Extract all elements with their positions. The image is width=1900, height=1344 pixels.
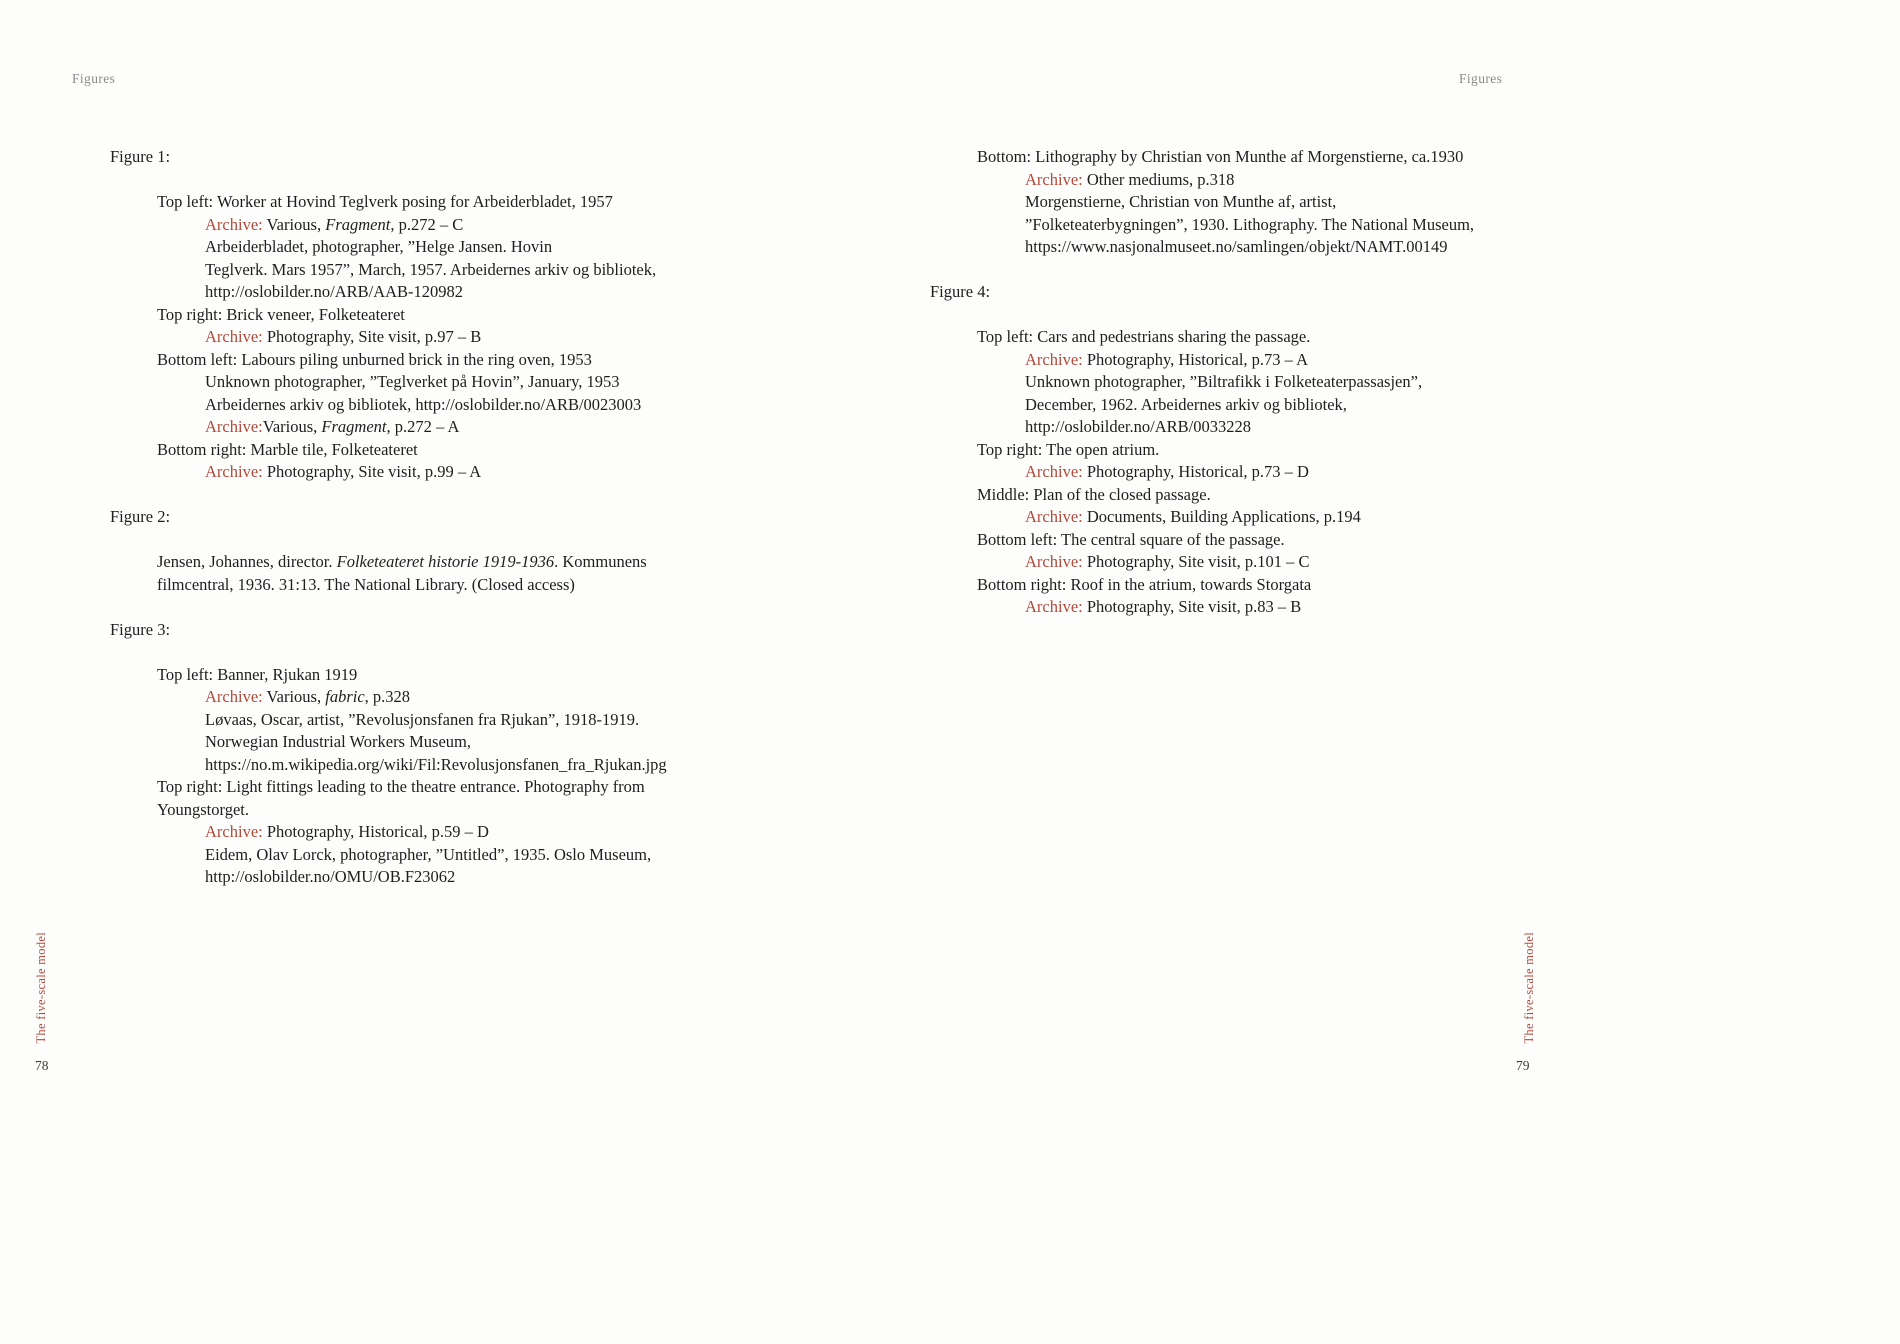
- caption-line: [110, 259, 750, 282]
- text-segment: Top left: Worker at Hovind Teglverk posing for Arbeiderbladet, 1957: [157, 192, 613, 211]
- text-segment: Figure 4:: [930, 282, 991, 301]
- caption-line: [110, 371, 750, 394]
- text-segment: , p.272 – C: [390, 214, 464, 234]
- figure-block: [110, 551, 750, 596]
- left-page-content: [110, 146, 750, 889]
- text-segment: https://www.nasjonalmuseet.no/samlingen/objekt/NAMT.00149: [1025, 237, 1448, 256]
- caption-line: [110, 304, 750, 327]
- text-segment: Photography, Site visit, p.97 – B: [262, 327, 482, 346]
- caption-line: [930, 596, 1570, 619]
- text-segment: Various,: [262, 687, 326, 706]
- caption-line: [930, 484, 1570, 507]
- caption-line: [110, 236, 750, 259]
- archive-label: Archive:: [1025, 349, 1083, 369]
- text-segment: Løvaas, Oscar, artist, ”Revolusjonsfanen fra Rjukan”, 1918-1919.: [205, 709, 640, 729]
- text-segment: Bottom right: Marble tile, Folketeateret: [157, 439, 418, 459]
- archive-label: Archive:: [1025, 552, 1083, 571]
- text-segment: ”Folketeaterbygningen”, 1930. Lithography. The National Museum,: [1025, 214, 1475, 234]
- page-number-right: 79: [1516, 1058, 1530, 1073]
- emphasis-text: fabric: [325, 687, 365, 706]
- text-segment: Other mediums, p.318: [1082, 169, 1235, 189]
- text-segment: Photography, Site visit, p.99 – A: [262, 462, 482, 481]
- text-segment: Top left: Banner, Rjukan 1919: [157, 664, 358, 684]
- archive-label: Archive:: [205, 822, 263, 841]
- caption-line: [110, 844, 750, 867]
- caption-line: [110, 146, 750, 169]
- text-segment: http://oslobilder.no/ARB/AAB-120982: [205, 282, 464, 301]
- figure-block: [110, 619, 750, 642]
- right-page-content: [930, 146, 1570, 619]
- text-segment: Figure 3:: [110, 619, 171, 639]
- caption-line: [110, 574, 750, 597]
- caption-line: [110, 281, 750, 304]
- caption-line: [930, 281, 1570, 304]
- emphasis-text: Fragment: [325, 214, 391, 234]
- text-segment: . Kommunens: [554, 552, 647, 571]
- text-segment: December, 1962. Arbeidernes arkiv og bibliotek,: [1025, 394, 1347, 414]
- page-number-left: 78: [35, 1058, 49, 1073]
- caption-line: [930, 394, 1570, 417]
- text-segment: Photography, Historical, p.73 – D: [1082, 462, 1309, 481]
- caption-line: [930, 349, 1570, 372]
- archive-label: Archive:: [205, 687, 263, 706]
- caption-line: [930, 506, 1570, 529]
- running-header-left: Figures: [72, 71, 116, 86]
- text-segment: Photography, Historical, p.73 – A: [1082, 349, 1309, 369]
- text-segment: Arbeidernes arkiv og bibliotek, http://oslobilder.no/ARB/0023003: [205, 394, 642, 414]
- figure-block: [930, 326, 1570, 619]
- text-segment: Various,: [262, 417, 322, 436]
- figure-block: [110, 506, 750, 529]
- caption-line: [110, 686, 750, 709]
- caption-line: [930, 371, 1570, 394]
- caption-line: [110, 439, 750, 462]
- text-segment: Figure 2:: [110, 507, 171, 526]
- caption-line: [110, 506, 750, 529]
- caption-line: [110, 866, 750, 889]
- text-segment: Bottom right: Roof in the atrium, towards Storgata: [977, 574, 1312, 594]
- text-segment: https://no.m.wikipedia.org/wiki/Fil:Revolusjonsfanen_fra_Rjukan.jpg: [205, 754, 667, 774]
- caption-line: [110, 776, 750, 799]
- archive-label: Archive:: [1025, 462, 1083, 481]
- caption-line: [110, 619, 750, 642]
- caption-line: [930, 461, 1570, 484]
- caption-line: [110, 326, 750, 349]
- archive-label: Archive:: [205, 327, 263, 346]
- figure-block: [110, 664, 750, 889]
- caption-line: [930, 529, 1570, 552]
- archive-label: Archive:: [1025, 597, 1083, 616]
- figure-block: [930, 281, 1570, 304]
- text-segment: http://oslobilder.no/ARB/0033228: [1025, 417, 1251, 436]
- archive-label: Archive:: [205, 214, 263, 234]
- figure-block: [930, 146, 1570, 259]
- caption-line: [930, 574, 1570, 597]
- running-header-right: Figures: [1459, 71, 1503, 86]
- caption-line: [110, 799, 750, 822]
- archive-label: Archive:: [1025, 169, 1083, 189]
- archive-label: Archive:: [1025, 507, 1083, 526]
- caption-line: [110, 664, 750, 687]
- right-margin-section-label: The five-scale model: [1522, 932, 1536, 1044]
- archive-label: Archive:: [205, 417, 263, 436]
- figure-block: [110, 146, 750, 169]
- text-segment: http://oslobilder.no/OMU/OB.F23062: [205, 867, 456, 886]
- caption-line: [110, 821, 750, 844]
- caption-line: [930, 191, 1570, 214]
- caption-line: [930, 416, 1570, 439]
- text-segment: Top right: Brick veneer, Folketeateret: [157, 304, 405, 324]
- text-segment: Eidem, Olav Lorck, photographer, ”Untitled”, 1935. Oslo Museum,: [205, 844, 652, 864]
- text-segment: Top right: The open atrium.: [977, 439, 1160, 459]
- text-segment: Unknown photographer, ”Teglverket på Hovin”, January, 1953: [205, 372, 620, 391]
- text-segment: Photography, Historical, p.59 – D: [262, 822, 489, 841]
- text-segment: Unknown photographer, ”Biltrafikk i Folketeaterpassasjen”,: [1025, 372, 1423, 391]
- caption-line: [110, 191, 750, 214]
- text-segment: filmcentral, 1936. 31:13. The National Library. (Closed access): [157, 574, 575, 594]
- caption-line: [930, 551, 1570, 574]
- text-segment: Morgenstierne, Christian von Munthe af, artist,: [1025, 192, 1337, 211]
- left-margin-section-label: The five-scale model: [34, 932, 48, 1044]
- caption-line: [110, 754, 750, 777]
- caption-line: [110, 731, 750, 754]
- text-segment: Bottom left: Labours piling unburned brick in the ring oven, 1953: [157, 349, 592, 369]
- archive-label: Archive:: [205, 462, 263, 481]
- text-segment: Various,: [262, 214, 326, 234]
- text-segment: Photography, Site visit, p.83 – B: [1082, 597, 1302, 616]
- text-segment: Top right: Light fittings leading to the theatre entrance. Photography from: [157, 777, 645, 796]
- emphasis-text: Fragment: [321, 417, 387, 436]
- caption-line: [930, 169, 1570, 192]
- text-segment: Teglverk. Mars 1957”, March, 1957. Arbeidernes arkiv og bibliotek,: [205, 259, 657, 279]
- text-segment: Youngstorget.: [157, 799, 249, 819]
- caption-line: [930, 214, 1570, 237]
- caption-line: [110, 416, 750, 439]
- caption-line: [930, 439, 1570, 462]
- text-segment: Bottom left: The central square of the passage.: [977, 529, 1285, 549]
- caption-line: [110, 394, 750, 417]
- caption-line: [110, 349, 750, 372]
- text-segment: , p.328: [364, 687, 411, 706]
- text-segment: Arbeiderbladet, photographer, ”Helge Jansen. Hovin: [205, 237, 553, 256]
- text-segment: Figure 1:: [110, 147, 171, 166]
- caption-line: [110, 551, 750, 574]
- figure-block: [110, 191, 750, 484]
- text-segment: Jensen, Johannes, director.: [157, 552, 337, 571]
- caption-line: [930, 326, 1570, 349]
- caption-line: [110, 709, 750, 732]
- text-segment: , p.272 – A: [386, 417, 460, 436]
- emphasis-text: Folketeateret historie 1919-1936: [336, 552, 555, 571]
- text-segment: Middle: Plan of the closed passage.: [977, 484, 1211, 504]
- caption-line: [930, 236, 1570, 259]
- text-segment: Documents, Building Applications, p.194: [1082, 507, 1361, 526]
- caption-line: [110, 461, 750, 484]
- caption-line: [930, 146, 1570, 169]
- text-segment: Photography, Site visit, p.101 – C: [1082, 552, 1310, 571]
- text-segment: Norwegian Industrial Workers Museum,: [205, 732, 471, 751]
- caption-line: [110, 214, 750, 237]
- text-segment: Top left: Cars and pedestrians sharing the passage.: [977, 327, 1311, 346]
- text-segment: Bottom: Lithography by Christian von Munthe af Morgenstierne, ca.1930: [977, 147, 1464, 166]
